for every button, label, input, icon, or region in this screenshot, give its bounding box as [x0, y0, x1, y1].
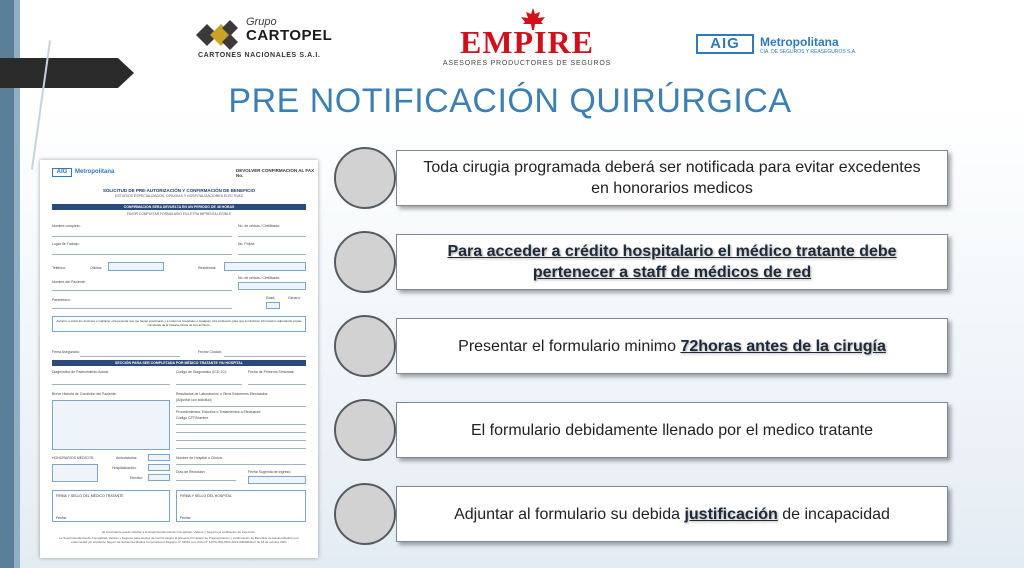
form-label-sintomas: Fecha de Primeros Síntomas: — [248, 370, 295, 374]
cartopel-mark-icon — [196, 18, 240, 52]
form-label-firma: Firma Asegurado: — [52, 350, 80, 354]
form-box-honorarios — [52, 464, 98, 482]
form-box-oficina — [108, 262, 164, 271]
form-authorization-text: Autorizo a todos los doctores o cualquier otra persona que me hayan examinado y a todos los hospitales o cualquier otra institución para que suministren información adjuntando copias completas de la historia clínica de sus archivos. — [56, 319, 302, 327]
form-line — [52, 254, 232, 255]
form-label-residencia: Residencia: — [198, 266, 217, 270]
form-label-dias: Días de Reclusión: — [176, 470, 206, 474]
bullet-circle — [334, 147, 396, 209]
arrow-tab-decoration — [0, 58, 134, 88]
form-label-nombre: Nombre completo: — [52, 224, 81, 228]
form-line — [238, 236, 306, 237]
form-box-firma-medico — [52, 490, 170, 522]
form-box-historia — [52, 400, 170, 450]
form-label-hospital: Nombre de Hospital o Clínica: — [176, 456, 223, 460]
cartopel-grupo: Grupo — [246, 16, 277, 28]
form-label-ambulatorios: Ambulatorios: — [116, 456, 138, 460]
preauthorization-form — [40, 160, 318, 558]
form-line — [238, 254, 306, 255]
form-aig-logo: AIG — [52, 168, 72, 177]
item-text: Presentar el formulario minimo — [458, 337, 681, 355]
form-line — [176, 440, 306, 441]
form-line — [176, 406, 306, 407]
form-label-historia: Breve Historia de Condición del Paciente: — [52, 392, 117, 396]
item-text: El formulario debidamente llenado por el medico tratante — [470, 421, 873, 439]
form-band-medico: SECCIÓN PARA SER COMPLETADA POR MÉDICO TRATANTE Y/U HOSPITAL — [52, 360, 306, 366]
cartopel-logo — [196, 14, 346, 60]
empire-subtitle: ASESORES PRODUCTORES DE SEGUROS — [442, 60, 612, 67]
form-legibility-note: FAVOR COMPLETAR FORMULARIO EN LETRA IMPRENTA LEGIBLE — [126, 212, 232, 216]
item-emphasis: justificación — [684, 505, 778, 523]
cartopel-subtitle: CARTONES NACIONALES S.A.I. — [198, 52, 321, 59]
form-line — [52, 236, 232, 237]
form-brand: Metropolitana — [75, 169, 115, 175]
form-label-hospitalizacion: Hospitalización: — [112, 466, 137, 470]
cartopel-name: CARTOPEL — [246, 27, 333, 44]
form-label-telefono: Teléfono: — [52, 266, 67, 270]
item-box — [396, 150, 948, 206]
form-label-cedula2: No. de cédula / Certificado: — [238, 276, 281, 280]
form-label-adjuntar: (Adjuntar con solicitud) — [176, 398, 212, 402]
form-heading: SOLICITUD DE PRE-AUTORIZACIÓN Y CONFIRMACIÓN DE BENEFICIO — [102, 188, 256, 193]
form-line — [248, 384, 306, 385]
form-label-edad: Edad: — [266, 296, 276, 300]
bullet-circle — [334, 399, 396, 461]
form-label-honorarios: HONORARIOS MÉDICOS: — [52, 456, 95, 460]
form-label-fecha-hospital: Fecha: — [180, 516, 191, 520]
form-line — [176, 424, 306, 425]
form-box-edad — [266, 302, 280, 309]
empire-name: EMPIRE — [460, 24, 594, 60]
form-label-diagnostico: Diagnóstico de Padecimiento Actual: — [52, 370, 109, 374]
form-line — [176, 480, 236, 481]
form-line — [52, 308, 232, 309]
form-band-48h: CONFIRMACION SERA DEVUELTA EN UN PERIODO DE 48 HORAS — [52, 204, 306, 210]
list-item — [334, 396, 948, 462]
aig-name: Metropolitana — [760, 35, 839, 49]
form-line — [80, 356, 180, 357]
form-box-ingreso — [248, 476, 306, 484]
list-item — [334, 228, 948, 294]
form-label-oficina: Oficina: — [90, 266, 102, 270]
item-emphasis: 72horas antes de la cirugía — [680, 337, 886, 355]
form-label-poliza: No. Póliza: — [238, 242, 255, 246]
form-fax-note: DEVOLVER CONFIRMACION AL FAX No. — [236, 168, 315, 178]
form-box-firma-hospital — [176, 490, 306, 522]
item-text: Para acceder a crédito hospitalario el médico tratante debe pertenecer a staff de médicos de red — [447, 243, 897, 281]
form-footer-1: El Contratante puede solicitar a la Superintendencia de Compañías, Valores y Seguros la verificación de este texto. — [102, 530, 256, 534]
item-box — [396, 318, 948, 374]
form-box-cedula — [238, 282, 306, 290]
form-label-trabajo: Lugar de Trabajo: — [52, 242, 80, 246]
item-box — [396, 402, 948, 458]
form-box-ambulatorios — [148, 454, 170, 461]
item-text-end: de incapacidad — [777, 505, 890, 523]
bullet-circle — [334, 315, 396, 377]
form-label-firma-hospital: FIRMA Y SELLO DEL HOSPITAL — [180, 494, 232, 498]
item-text: Adjuntar al formulario su debida — [454, 505, 685, 523]
form-label-ingreso: Fecha Sugerida de Ingreso: — [248, 470, 292, 474]
aig-metropolitana-logo — [696, 34, 866, 58]
list-item — [334, 144, 948, 210]
form-authorization-box — [52, 316, 306, 332]
list-item — [334, 480, 948, 546]
empire-logo — [432, 8, 622, 66]
form-line — [224, 356, 306, 357]
form-label-electivo: Electivo: — [130, 476, 144, 480]
aig-box: AIG — [696, 34, 754, 54]
form-label-genero: Género: — [288, 296, 301, 300]
form-line — [176, 384, 242, 385]
form-line — [176, 448, 306, 449]
item-box — [396, 234, 948, 290]
bullet-circle — [334, 231, 396, 293]
form-label-resultados: Resultados de Laboratorios u Otros Exámenes Efectuados: — [176, 392, 269, 396]
form-line — [52, 384, 170, 385]
form-line — [176, 432, 306, 433]
list-item — [334, 312, 948, 378]
form-label-cedula: No. de cédula / Certificado: — [238, 224, 281, 228]
aig-subtitle: CIA. DE SEGUROS Y REASEGUROS S.A. — [760, 49, 857, 55]
form-label-fecha: Fecha/ Ciudad: — [198, 350, 222, 354]
form-label-fecha-medico: Fecha: — [56, 516, 67, 520]
form-line — [52, 290, 232, 291]
form-label-cpt: Código CPT/Nombre — [176, 416, 209, 420]
form-label-paciente: Nombre del Paciente: — [52, 280, 86, 284]
form-label-parentesco: Parentesco: — [52, 298, 71, 302]
form-box-electivo — [148, 474, 170, 481]
form-footer-2: La Superintendencia de Compañías, Valores y Seguros para efectos de control asignó al presente formulario de Preautorización y confirmación de Beneficio de Gastos Médicos por enfermedad y/o accidente Seguro de Asistencia Médica Corporativa el Registro N° 33993 con oficio N° SCVS-IRQ-DRS-2021-00003049-O de 18 de octubre 2021 — [59, 536, 299, 544]
item-text: Toda cirugia programada deberá ser notificada para evitar excedentes en honorarios medicos — [423, 159, 921, 197]
page-title: PRE NOTIFICACIÓN QUIRÚRGICA — [228, 82, 792, 120]
form-box-residencia — [224, 262, 306, 271]
form-label-procedimientos: Procedimientos, Estudios o Tratamientos a Efectuarse: — [176, 410, 262, 414]
item-box — [396, 486, 948, 542]
form-box-hospitalizacion — [148, 464, 170, 471]
form-line — [176, 464, 306, 465]
form-label-firma-medico: FIRMA Y SELLO DEL MÉDICO TRATANTE — [56, 494, 124, 498]
form-subheading: ESTUDIOS ESPECIALIZADOS, CIRUGIAS Y HOSPITALIZACIONES ELECTIVAS — [115, 194, 243, 198]
form-label-cie: Código de Diagnóstico (ICD-10): — [176, 370, 227, 374]
bullet-circle — [334, 483, 396, 545]
